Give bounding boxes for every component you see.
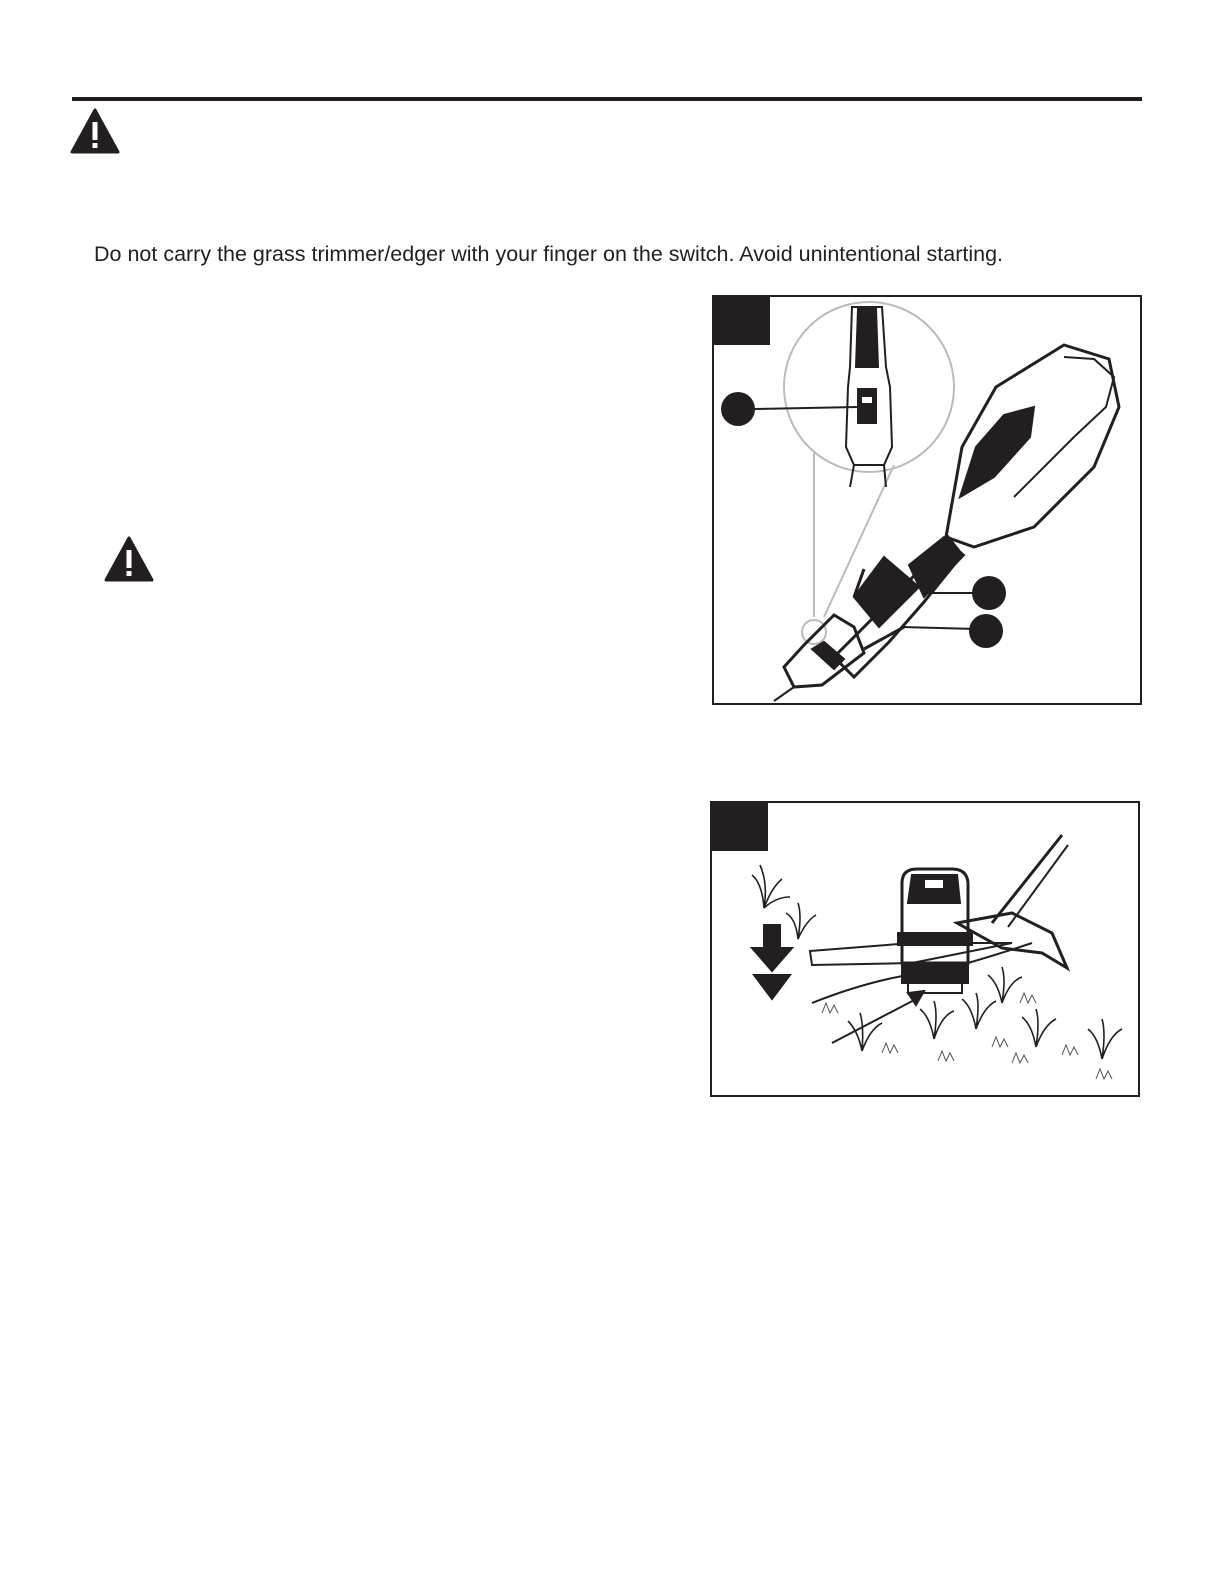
section-rule [72,97,1142,101]
figure-1 [712,295,1142,705]
callout-1-marker [721,392,755,426]
callout-2-marker [972,576,1006,610]
callout-3-marker [969,614,1003,648]
figure-2 [710,801,1140,1097]
figure-2-illustration [712,803,1138,1095]
warning-triangle-icon [70,108,120,154]
warning-text: Do not carry the grass trimmer/edger with your finger on the switch. Avoid unintentional starting. [94,242,1004,266]
figure-1-illustration [714,297,1140,703]
warning-triangle-icon [104,536,154,582]
